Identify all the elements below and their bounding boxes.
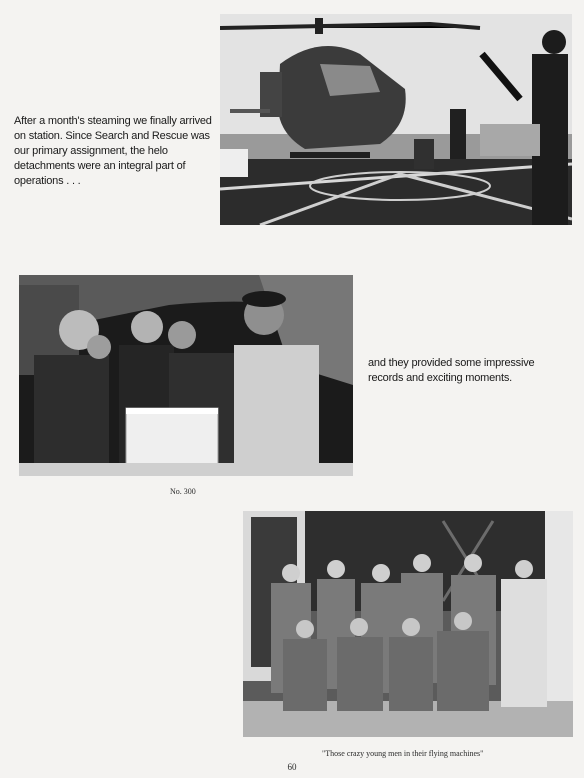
- page-number: 60: [287, 762, 297, 772]
- group-photo-caption: "Those crazy young men in their flying machines": [322, 749, 484, 758]
- crew-with-cake-photo: [19, 275, 353, 476]
- intro-paragraph: After a month's steaming we finally arrived on station. Since Search and Rescue was our primary assignment, the helo detachments were an integral part of operations . . .: [14, 115, 212, 187]
- cake-photo-caption: No. 300: [170, 487, 196, 496]
- group-portrait-photo: [243, 511, 573, 737]
- records-paragraph: and they provided some impressive records and exciting moments.: [368, 357, 535, 384]
- helicopter-on-deck-photo: [220, 14, 572, 225]
